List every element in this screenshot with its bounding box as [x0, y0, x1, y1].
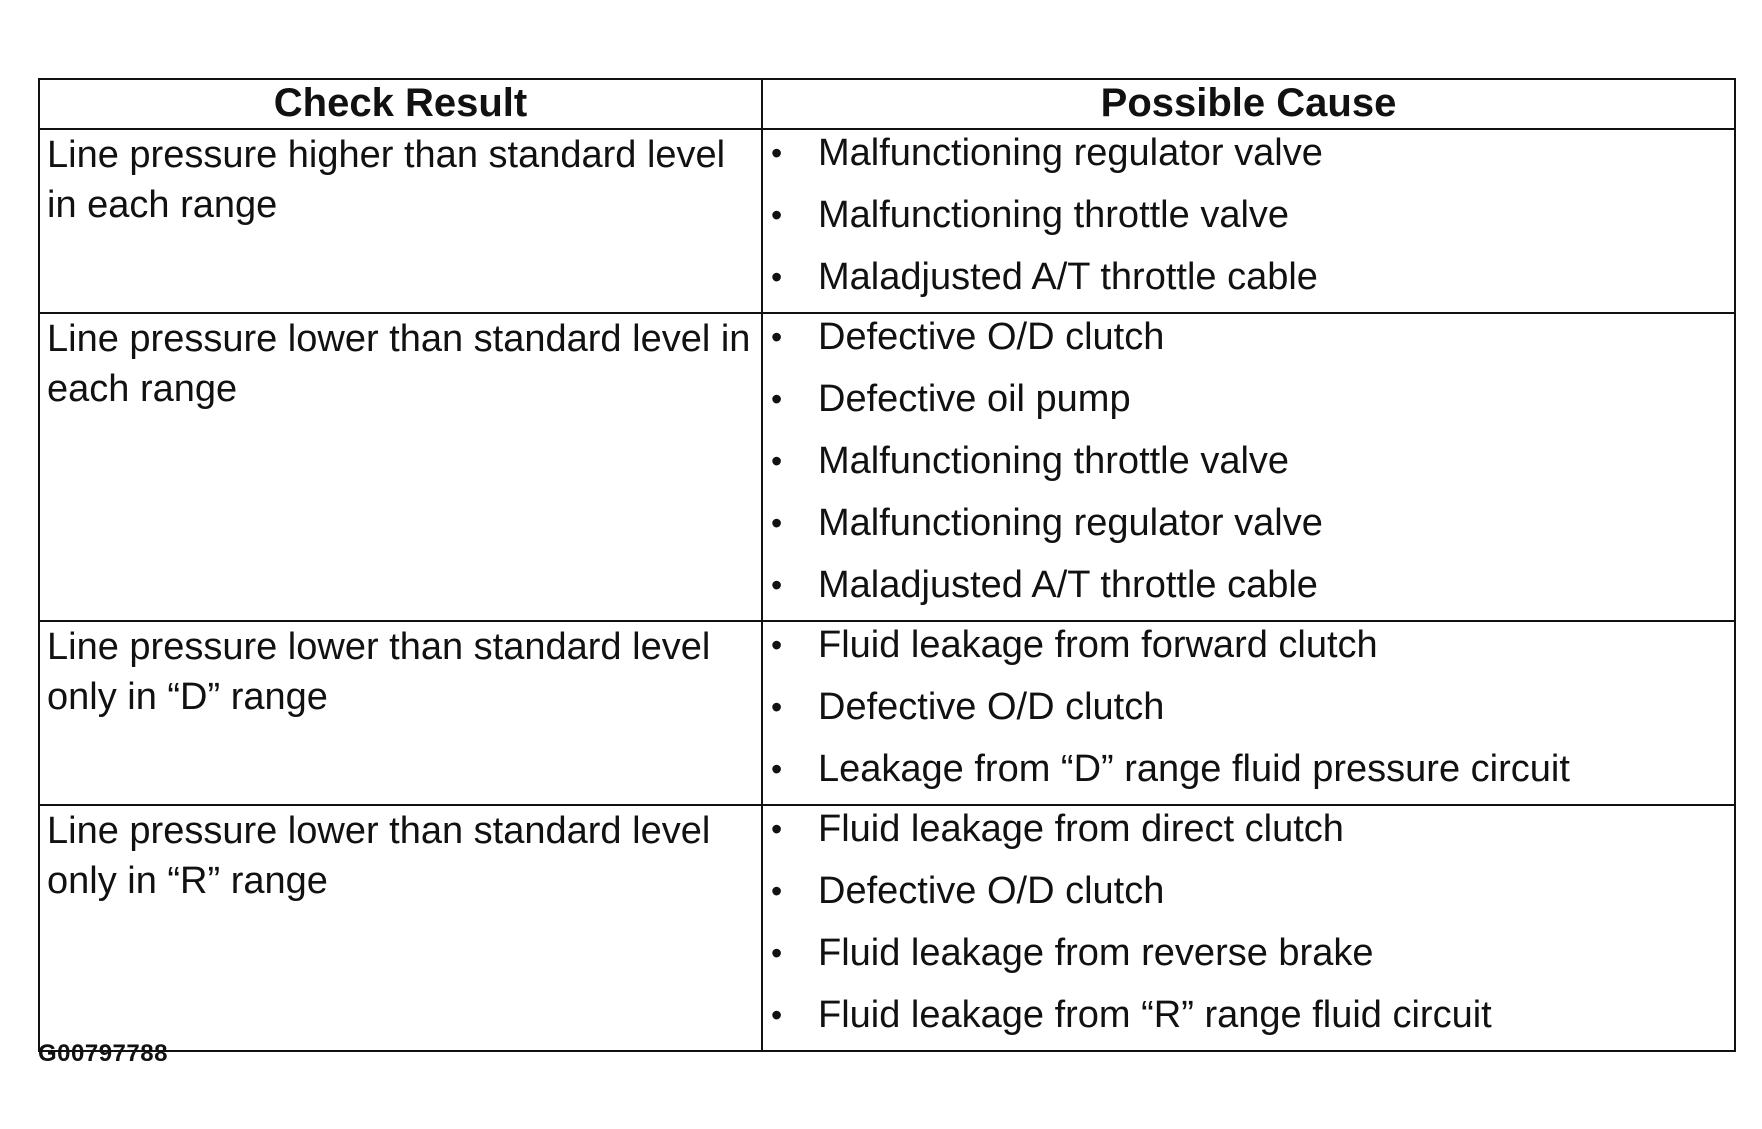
- possible-cause-cell: [762, 805, 1735, 1051]
- header-row: [39, 79, 1735, 129]
- bullet-icon: •: [771, 811, 783, 847]
- check-result-cell: Line pressure higher than standard level in each range: [39, 129, 762, 313]
- cause-list: [763, 130, 1734, 312]
- cause-text: Defective O/D clutch: [818, 316, 1165, 358]
- bullet-icon: •: [771, 689, 783, 725]
- possible-cause-cell: [762, 129, 1735, 313]
- bullet-icon: •: [771, 873, 783, 909]
- cause-list-item: [763, 622, 1734, 684]
- table-row: [39, 129, 1735, 313]
- column-header-check-result: Check Result: [39, 79, 762, 129]
- check-result-cell: Line pressure lower than standard level only in “R” range: [39, 805, 762, 1051]
- table-row: [39, 805, 1735, 1051]
- bullet-icon: •: [771, 381, 783, 417]
- cause-text: Fluid leakage from forward clutch: [818, 624, 1378, 666]
- bullet-icon: •: [771, 319, 783, 355]
- cause-text: Defective O/D clutch: [818, 686, 1165, 728]
- cause-list-item: [763, 500, 1734, 562]
- bullet-icon: •: [771, 997, 783, 1033]
- cause-list-item: [763, 314, 1734, 376]
- cause-list: [763, 314, 1734, 620]
- cause-list-item: [763, 192, 1734, 254]
- cause-text: Maladjusted A/T throttle cable: [818, 564, 1318, 606]
- column-header-possible-cause: Possible Cause: [762, 79, 1735, 129]
- cause-text: Malfunctioning regulator valve: [818, 502, 1323, 544]
- cause-list-item: [763, 130, 1734, 192]
- cause-text: Fluid leakage from reverse brake: [818, 932, 1374, 974]
- cause-text: Defective O/D clutch: [818, 870, 1165, 912]
- bullet-icon: •: [771, 197, 783, 233]
- cause-text: Malfunctioning throttle valve: [818, 440, 1290, 482]
- bullet-icon: •: [771, 567, 783, 603]
- cause-text: Defective oil pump: [818, 378, 1131, 420]
- cause-list-item: [763, 868, 1734, 930]
- cause-text: Malfunctioning throttle valve: [818, 194, 1290, 236]
- cause-text: Fluid leakage from “R” range fluid circuit: [818, 994, 1492, 1036]
- bullet-icon: •: [771, 259, 783, 295]
- cause-text: Malfunctioning regulator valve: [818, 132, 1323, 174]
- table-row: [39, 313, 1735, 621]
- cause-text: Leakage from “D” range fluid pressure circuit: [818, 748, 1570, 790]
- table-body: [39, 129, 1735, 1051]
- cause-text: Fluid leakage from direct clutch: [818, 808, 1344, 850]
- cause-list-item: [763, 746, 1734, 804]
- cause-list-item: [763, 684, 1734, 746]
- possible-cause-cell: [762, 621, 1735, 805]
- bullet-icon: •: [771, 627, 783, 663]
- line-pressure-diagnosis-table: [38, 78, 1736, 1052]
- diagnosis-table-container: [38, 78, 1734, 1052]
- bullet-icon: •: [771, 935, 783, 971]
- cause-list-item: [763, 992, 1734, 1050]
- cause-list-item: [763, 562, 1734, 620]
- cause-list: [763, 622, 1734, 804]
- bullet-icon: •: [771, 505, 783, 541]
- cause-list-item: [763, 438, 1734, 500]
- cause-list-item: [763, 930, 1734, 992]
- check-result-cell: Line pressure lower than standard level in each range: [39, 313, 762, 621]
- figure-id: G00797788: [38, 1040, 168, 1067]
- cause-text: Maladjusted A/T throttle cable: [818, 256, 1318, 298]
- table-row: [39, 621, 1735, 805]
- check-result-cell: Line pressure lower than standard level only in “D” range: [39, 621, 762, 805]
- cause-list-item: [763, 376, 1734, 438]
- cause-list-item: [763, 254, 1734, 312]
- bullet-icon: •: [771, 751, 783, 787]
- cause-list-item: [763, 806, 1734, 868]
- bullet-icon: •: [771, 135, 783, 171]
- bullet-icon: •: [771, 443, 783, 479]
- cause-list: [763, 806, 1734, 1050]
- possible-cause-cell: [762, 313, 1735, 621]
